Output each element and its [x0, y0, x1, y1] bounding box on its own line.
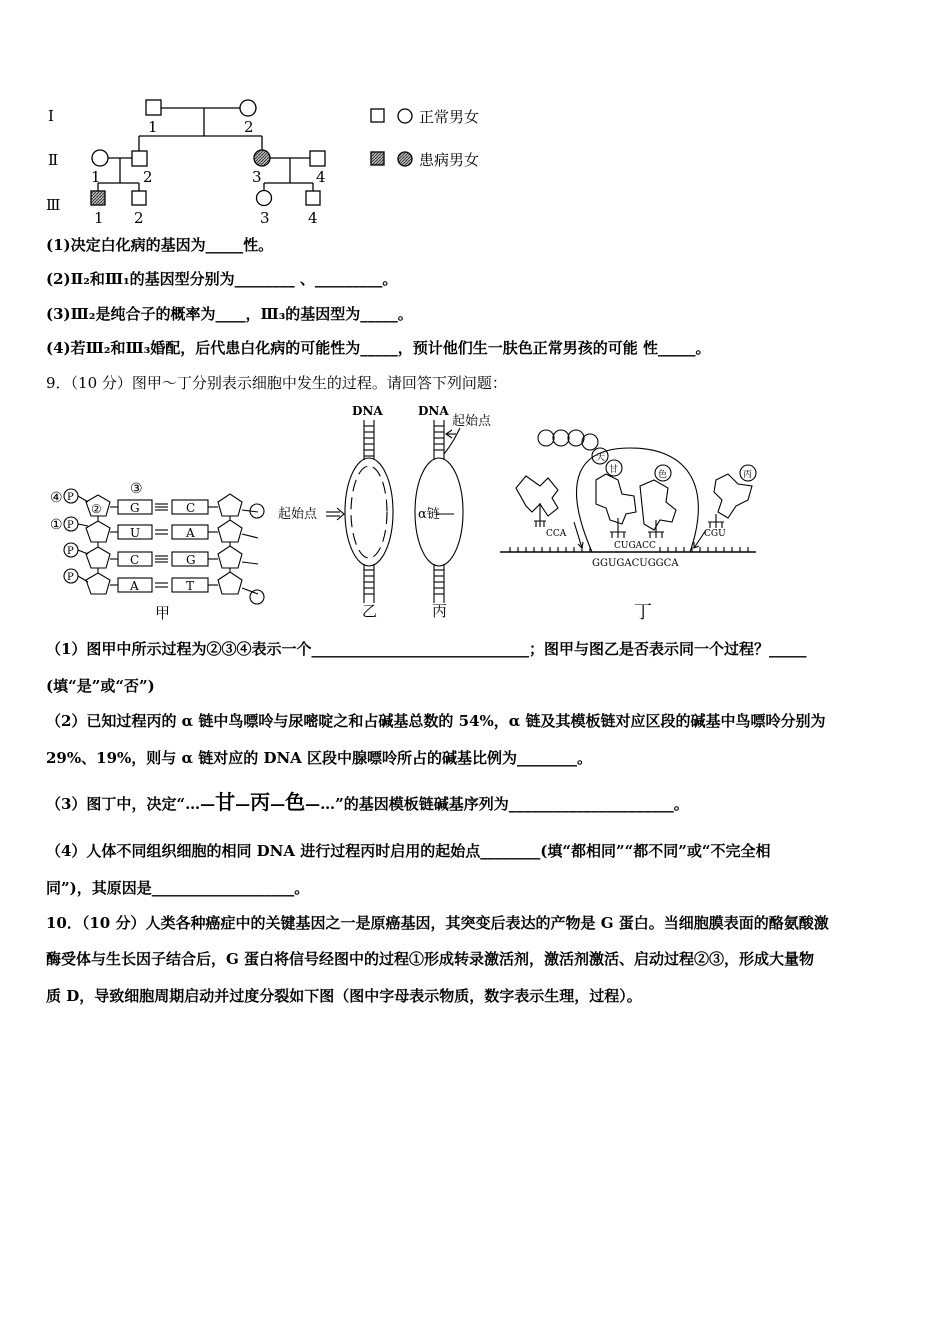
base-1-left: G [130, 501, 140, 515]
base-4-right: T [186, 579, 195, 593]
q10-line-3: 质 D，导致细胞周期启动并过度分裂如下图（图中字母表示物质，数字表示生理，过程）。 [46, 987, 642, 1005]
fig-label-yi: 乙 [362, 602, 378, 620]
num-iii2: 2 [134, 209, 144, 227]
num-ii4: 4 [316, 168, 326, 186]
amino-acid-1: 甘 [609, 465, 619, 475]
i1-male-normal [146, 100, 161, 115]
i2-female-normal [240, 100, 256, 116]
q10-line-1: 10．（10 分）人类各种癌症中的关键基因之一是原癌基因，其突变后表达的产物是 G 蛋白。当细胞膜表面的酪氨酸激 [46, 914, 829, 932]
q9-header: 9．（10 分）图甲～丁分别表示细胞中发生的过程。请回答下列问题： [46, 374, 507, 392]
fig-num-1: ① [50, 517, 63, 533]
num-i2: 2 [244, 118, 254, 136]
fig-yi-diagram [345, 420, 393, 603]
base-3-right: G [186, 553, 196, 567]
ii3-female-affected [254, 150, 270, 166]
base-2-left: U [130, 526, 141, 540]
anticodon-2: CUGACC [614, 541, 656, 551]
q9-s3-glyph-gan: 甘 [215, 790, 236, 814]
q9-s4-line-1: （4）人体不同组织细胞的相同 DNA 进行过程丙时启用的起始点________(填“都相同”“都不同”或“不完全相 [46, 842, 771, 860]
fig-p-2: P [67, 520, 74, 531]
q9-s3-suffix: —…”的基因模板链碱基序列为______________________。 [305, 795, 689, 813]
fig-label-bing: 丙 [432, 602, 448, 620]
num-ii1: 1 [91, 168, 101, 186]
ii4-male-normal [310, 151, 325, 166]
fig-start-bing: 起始点 [452, 414, 492, 429]
q9-s3-glyph-se: 色 [285, 790, 306, 814]
fig-dna-bing: DNA [418, 404, 449, 418]
iii3-female-normal [257, 191, 272, 206]
base-2-right: A [186, 526, 195, 540]
num-i1: 1 [148, 118, 158, 136]
fig-p-4: P [67, 572, 74, 583]
ii2-male-normal [132, 151, 147, 166]
num-ii3: 3 [252, 168, 262, 186]
fig-dna-yi: DNA [352, 404, 383, 418]
q10-line-2: 酶受体与生长因子结合后，G 蛋白将信号经图中的过程①形成转录激活剂，激活剂激活、启动过程②③，形成大量物 [46, 950, 815, 968]
q9-s4-line-2: 同”)，其原因是___________________。 [46, 879, 310, 897]
num-ii2: 2 [143, 168, 153, 186]
ii1-female-normal [92, 150, 108, 166]
anticodon-3: CGU [704, 529, 726, 539]
legend-female-normal [398, 109, 412, 123]
legend-female-affected [398, 152, 412, 166]
legend-normal-label: 正常男女 [419, 108, 480, 126]
base-3-left: C [130, 553, 140, 567]
q9-s2-line-2: 29%、19%，则与 α 链对应的 DNA 区段中腺嘌呤所占的碱基比例为________。 [46, 749, 593, 767]
fig-label-ding: 丁 [634, 602, 652, 623]
q8-line-4: (4)若Ⅲ₂和Ⅲ₃婚配，后代患白化病的可能性为_____，预计他们生一肤色正常男孩的可能 性_____。 [46, 339, 711, 357]
amino-acid-2: 天 [596, 453, 606, 463]
legend-male-normal [371, 109, 384, 122]
amino-acid-3: 色 [658, 470, 668, 480]
fig-label-jia: 甲 [155, 604, 171, 622]
amino-acid-4: 丙 [743, 470, 753, 480]
gen-label-2: Ⅱ [48, 151, 59, 169]
pedigree-chart [0, 0, 950, 240]
q8-line-1: (1)决定白化病的基因为_____性。 [46, 236, 274, 254]
base-1-right: C [186, 501, 196, 515]
q8-line-2: (2)Ⅱ₂和Ⅲ₁的基因型分别为________ 、_________。 [46, 270, 398, 288]
anticodon-1: CCA [546, 529, 567, 539]
legend-male-affected [371, 152, 384, 165]
q9-s1-line-1: （1）图甲中所示过程为②③④表示一个_____________________________；图甲与图乙是否表示同一个过程？_____ [46, 640, 807, 658]
q9-figure [0, 398, 950, 626]
fig-num-4: ④ [50, 490, 63, 506]
fig-p-1: P [67, 492, 74, 503]
q9-s3-line: （3）图丁中，决定“…—甘—丙—色—…”的基因模板链碱基序列为______________________。 [46, 790, 689, 814]
num-iii1: 1 [94, 209, 104, 227]
gen-label-3: Ⅲ [46, 196, 61, 214]
fig-alpha-chain: α链 [418, 507, 440, 522]
iii2-male-normal [132, 191, 146, 205]
q9-s3-prefix: （3）图丁中，决定“…— [46, 795, 216, 813]
iii1-male-affected [91, 191, 105, 205]
num-iii3: 3 [260, 209, 270, 227]
fig-p-3: P [67, 546, 74, 557]
legend-affected-label: 患病男女 [419, 151, 480, 169]
q9-s2-line-1: （2）已知过程丙的 α 链中鸟嘌呤与尿嘧啶之和占碱基总数的 54%，α 链及其模板链对应区段的碱基中鸟嘌呤分别为 [46, 712, 826, 730]
num-iii4: 4 [308, 209, 318, 227]
fig-num-2: ② [91, 502, 102, 516]
fig-start-yi: 起始点 [278, 507, 318, 522]
gen-label-1: Ⅰ [48, 107, 54, 125]
q9-s1-line-2: (填“是”或“否”) [46, 677, 155, 695]
fig-num-3: ③ [130, 481, 143, 497]
q9-s3-glyph-bing: 丙 [250, 790, 271, 814]
q8-line-3: (3)Ⅲ₂是纯合子的概率为____，Ⅲ₃的基因型为_____。 [46, 305, 413, 323]
base-4-left: A [130, 579, 139, 593]
iii4-male-normal [306, 191, 320, 205]
mrna-sequence: GGUGACUGGCA [592, 558, 679, 569]
